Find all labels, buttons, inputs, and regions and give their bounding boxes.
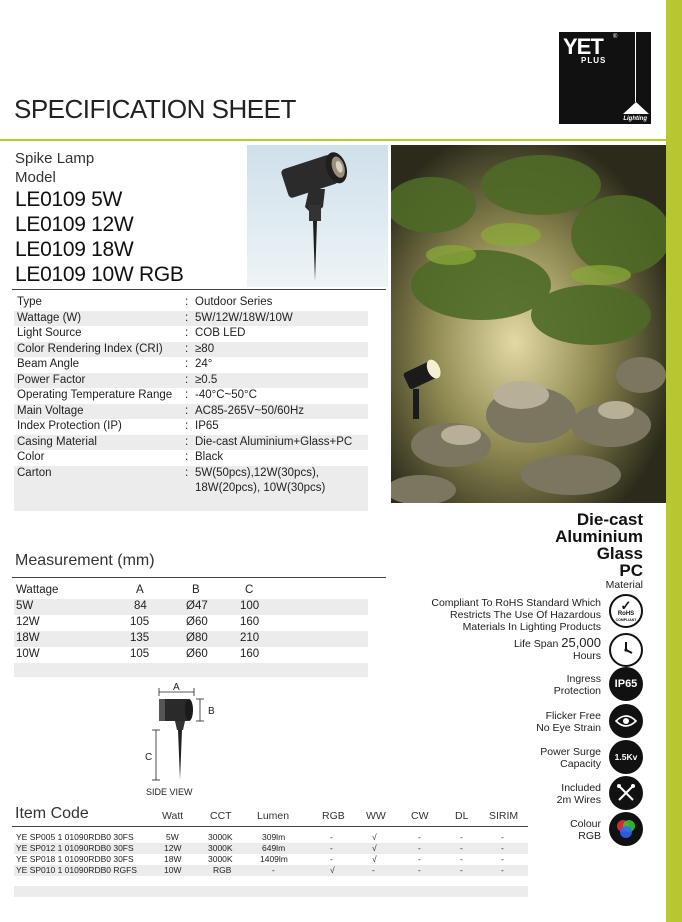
cell: 210 bbox=[240, 632, 260, 644]
cell: YE SP018 1 01090RDB0 30FS bbox=[16, 854, 134, 864]
cell: 3000K bbox=[208, 843, 233, 853]
feature-line: Compliant To RoHS Standard Which bbox=[431, 597, 601, 609]
measurement-title: Measurement (mm) bbox=[15, 552, 155, 569]
cell: - bbox=[501, 843, 504, 853]
lifespan-unit: Hours bbox=[572, 650, 601, 662]
cell: - bbox=[330, 843, 333, 853]
table-row-blank bbox=[14, 886, 528, 897]
feature-line: Colour bbox=[570, 818, 601, 830]
spec-value: COB LED bbox=[195, 327, 246, 339]
cell: - bbox=[460, 865, 463, 875]
measurement-divider bbox=[12, 577, 386, 578]
feature-text bbox=[514, 637, 601, 662]
spec-key: Index Protection (IP) bbox=[17, 420, 122, 432]
spec-row bbox=[14, 450, 368, 466]
spec-colon: : bbox=[185, 296, 189, 308]
cell: - bbox=[501, 832, 504, 842]
feature-line: RGB bbox=[578, 830, 601, 842]
brand-sub: PLUS bbox=[581, 56, 607, 65]
measurement-header-row bbox=[14, 583, 368, 599]
feature-text bbox=[540, 746, 601, 770]
feature-line: 2m Wires bbox=[556, 794, 601, 806]
cell: 5W bbox=[16, 600, 34, 612]
brand-logo bbox=[559, 32, 651, 124]
cell: YE SP005 1 01090RDB0 30FS bbox=[16, 832, 134, 842]
col-header: RGB bbox=[322, 810, 345, 822]
spec-colon: : bbox=[185, 373, 189, 386]
feature-line: Flicker Free bbox=[545, 710, 601, 722]
table-row bbox=[14, 843, 528, 854]
col-header: Watt bbox=[162, 810, 184, 822]
feature-text bbox=[554, 673, 601, 697]
spec-key: Type bbox=[17, 296, 42, 308]
spec-row bbox=[14, 388, 368, 404]
cell: √ bbox=[330, 865, 335, 875]
cell: √ bbox=[372, 854, 377, 864]
product-type: Spike Lamp bbox=[15, 150, 95, 167]
col-header: Lumen bbox=[257, 810, 290, 822]
cell: 105 bbox=[130, 648, 150, 660]
cell: √ bbox=[372, 832, 377, 842]
cell: - bbox=[418, 865, 421, 875]
col-header: A bbox=[136, 584, 144, 596]
accent-side-bar bbox=[666, 0, 682, 922]
spec-colon: : bbox=[185, 311, 189, 324]
cell: 3000K bbox=[208, 854, 233, 864]
cell: √ bbox=[372, 843, 377, 853]
spec-key: Operating Temperature Range bbox=[17, 389, 173, 401]
spec-value: ≥80 bbox=[195, 342, 215, 355]
table-row bbox=[14, 615, 368, 631]
spec-row-blank bbox=[14, 497, 368, 511]
spec-value-cont: 18W(20pcs), 10W(30pcs) bbox=[195, 481, 326, 494]
cell: 100 bbox=[240, 600, 260, 612]
cell: 18W bbox=[164, 854, 182, 864]
feature-text bbox=[431, 597, 601, 633]
spec-colon: : bbox=[185, 358, 189, 370]
cell: - bbox=[330, 854, 333, 864]
spec-value: IP65 bbox=[195, 420, 219, 432]
spec-colon: : bbox=[185, 420, 189, 432]
spec-value: ≥0.5 bbox=[195, 373, 218, 386]
wires-icon bbox=[609, 776, 643, 810]
surge-icon: 1.5Kv bbox=[609, 740, 643, 774]
spec-row bbox=[14, 466, 368, 497]
cell: 5W bbox=[166, 832, 179, 842]
table-row bbox=[14, 647, 368, 663]
title-rule bbox=[0, 139, 666, 141]
spec-key: Light Source bbox=[17, 327, 82, 339]
cell: - bbox=[460, 832, 463, 842]
brand-signature: Lighting bbox=[623, 116, 647, 122]
cell: 105 bbox=[130, 616, 150, 628]
spec-key: Wattage (W) bbox=[17, 311, 82, 324]
side-view-label: SIDE VIEW bbox=[146, 787, 193, 797]
feature-line: Restricts The Use Of Hazardous bbox=[450, 609, 601, 621]
feature-line: Capacity bbox=[560, 758, 601, 770]
col-header: CW bbox=[411, 810, 429, 822]
feature-text bbox=[570, 818, 601, 842]
material-line: Glass bbox=[596, 544, 643, 563]
spec-row bbox=[14, 357, 368, 373]
cell: Ø47 bbox=[186, 600, 208, 612]
table-row bbox=[14, 631, 368, 647]
spec-value: Black bbox=[195, 451, 224, 463]
table-row-blank bbox=[14, 663, 368, 677]
cell: - bbox=[272, 865, 275, 875]
feature-text bbox=[557, 782, 601, 806]
model-label: Model bbox=[15, 169, 56, 186]
col-header: SIRIM bbox=[489, 810, 519, 822]
table-row bbox=[14, 865, 528, 876]
spec-value: Outdoor Series bbox=[195, 296, 273, 308]
cell: - bbox=[460, 854, 463, 864]
rohs-icon: ✓ RoHS COMPLIANT bbox=[609, 594, 643, 628]
model-name: LE0109 5W bbox=[15, 188, 123, 211]
spec-colon: : bbox=[185, 389, 189, 401]
rgb-icon bbox=[609, 812, 643, 846]
spec-colon: : bbox=[185, 466, 189, 479]
spec-colon: : bbox=[185, 451, 189, 463]
spec-row bbox=[14, 419, 368, 435]
col-header: CCT bbox=[210, 810, 232, 822]
cell: 649lm bbox=[262, 843, 286, 853]
cell: 160 bbox=[240, 616, 260, 628]
dim-a-label: A bbox=[173, 682, 180, 693]
lamp-shade-icon bbox=[623, 102, 649, 114]
ip65-icon: IP65 bbox=[609, 667, 643, 701]
cell: RGB bbox=[213, 865, 232, 875]
spec-value: 5W/12W/18W/10W bbox=[195, 311, 293, 324]
cell: - bbox=[501, 865, 504, 875]
spec-row bbox=[14, 295, 368, 311]
dim-c-label: C bbox=[145, 752, 153, 763]
lifespan-prefix: Life Span bbox=[513, 638, 559, 650]
spec-colon: : bbox=[185, 327, 189, 339]
table-row bbox=[14, 832, 528, 843]
spec-row bbox=[14, 435, 368, 451]
spec-value: 5W(50pcs),12W(30pcs), bbox=[195, 466, 319, 479]
cell: 309lm bbox=[262, 832, 286, 842]
cell: 84 bbox=[134, 600, 147, 612]
cell: - bbox=[501, 854, 504, 864]
cell: - bbox=[418, 832, 421, 842]
spec-colon: : bbox=[185, 435, 189, 448]
spec-value: Die-cast Aluminium+Glass+PC bbox=[195, 435, 353, 448]
brand-name: YET bbox=[563, 34, 603, 59]
spec-row bbox=[14, 404, 368, 420]
spec-value: -40°C~50°C bbox=[195, 389, 257, 401]
spec-row bbox=[14, 311, 368, 327]
cell: 18W bbox=[16, 632, 40, 644]
cell: 12W bbox=[16, 616, 40, 628]
cell: - bbox=[372, 865, 375, 875]
col-header: C bbox=[245, 584, 254, 596]
feature-line: Ingress bbox=[566, 673, 601, 685]
feature-text bbox=[536, 710, 601, 734]
material-line: Die-cast bbox=[576, 510, 643, 529]
spec-colon: : bbox=[185, 342, 189, 355]
spec-value: AC85-265V~50/60Hz bbox=[195, 404, 305, 417]
spec-row bbox=[14, 342, 368, 358]
lifespan-value: 25,000 bbox=[561, 635, 601, 650]
item-code-divider bbox=[12, 826, 528, 827]
cell: - bbox=[330, 832, 333, 842]
feature-line: No Eye Strain bbox=[536, 722, 601, 734]
col-header: Wattage bbox=[16, 584, 59, 596]
col-header: DL bbox=[455, 810, 469, 822]
table-row bbox=[14, 854, 528, 865]
spec-key: Power Factor bbox=[17, 373, 86, 386]
spec-value: 24° bbox=[195, 358, 213, 370]
eye-icon bbox=[609, 704, 643, 738]
material-line: Aluminium bbox=[555, 527, 643, 546]
spec-key: Color Rendering Index (CRI) bbox=[17, 342, 163, 355]
rohs-icon-text: RoHS bbox=[617, 610, 635, 617]
material-line: PC bbox=[619, 561, 643, 580]
clock-icon bbox=[609, 633, 643, 667]
table-row bbox=[14, 599, 368, 615]
brand-registered-mark: ® bbox=[613, 34, 618, 40]
spec-key: Main Voltage bbox=[17, 404, 84, 417]
feature-line: Included bbox=[561, 782, 601, 794]
cell: 10W bbox=[16, 648, 40, 660]
cell: - bbox=[460, 843, 463, 853]
feature-line: Materials In Lighting Products bbox=[462, 621, 601, 633]
cell: 135 bbox=[130, 632, 150, 644]
lamp-cord bbox=[635, 32, 636, 102]
spec-row bbox=[14, 373, 368, 389]
cell: 10W bbox=[164, 865, 182, 875]
model-name: LE0109 12W bbox=[15, 213, 134, 236]
spec-key: Color bbox=[17, 451, 45, 463]
cell: - bbox=[418, 843, 421, 853]
cell: 160 bbox=[240, 648, 260, 660]
feature-line: Power Surge bbox=[540, 746, 601, 758]
page-title: SPECIFICATION SHEET bbox=[14, 94, 296, 124]
spec-key: Casing Material bbox=[17, 435, 97, 448]
rohs-icon-subtext: COMPLIANT bbox=[615, 617, 637, 622]
side-view-diagram bbox=[140, 682, 220, 787]
cell: 1409lm bbox=[260, 854, 288, 864]
spec-row bbox=[14, 326, 368, 342]
cell: Ø60 bbox=[186, 648, 208, 660]
spec-divider bbox=[12, 289, 386, 290]
product-photo bbox=[247, 145, 388, 287]
material-caption: Material bbox=[605, 579, 643, 591]
spec-colon: : bbox=[185, 404, 189, 417]
model-name: LE0109 10W RGB bbox=[15, 263, 184, 286]
cell: YE SP010 1 01090RDB0 RGFS bbox=[16, 865, 137, 875]
col-header: WW bbox=[366, 810, 386, 822]
cell: YE SP012 1 01090RDB0 30FS bbox=[16, 843, 134, 853]
spec-key: Carton bbox=[17, 466, 52, 479]
cell: 12W bbox=[164, 843, 182, 853]
spec-key: Beam Angle bbox=[17, 358, 80, 370]
dim-b-label: B bbox=[208, 706, 215, 717]
model-name: LE0109 18W bbox=[15, 238, 134, 261]
cell: Ø80 bbox=[186, 632, 208, 644]
garden-scene-photo bbox=[391, 145, 666, 503]
cell: 3000K bbox=[208, 832, 233, 842]
cell: - bbox=[418, 854, 421, 864]
cell: Ø60 bbox=[186, 616, 208, 628]
item-code-title: Item Code bbox=[15, 805, 89, 822]
feature-line: Protection bbox=[553, 685, 601, 697]
col-header: B bbox=[192, 584, 200, 596]
